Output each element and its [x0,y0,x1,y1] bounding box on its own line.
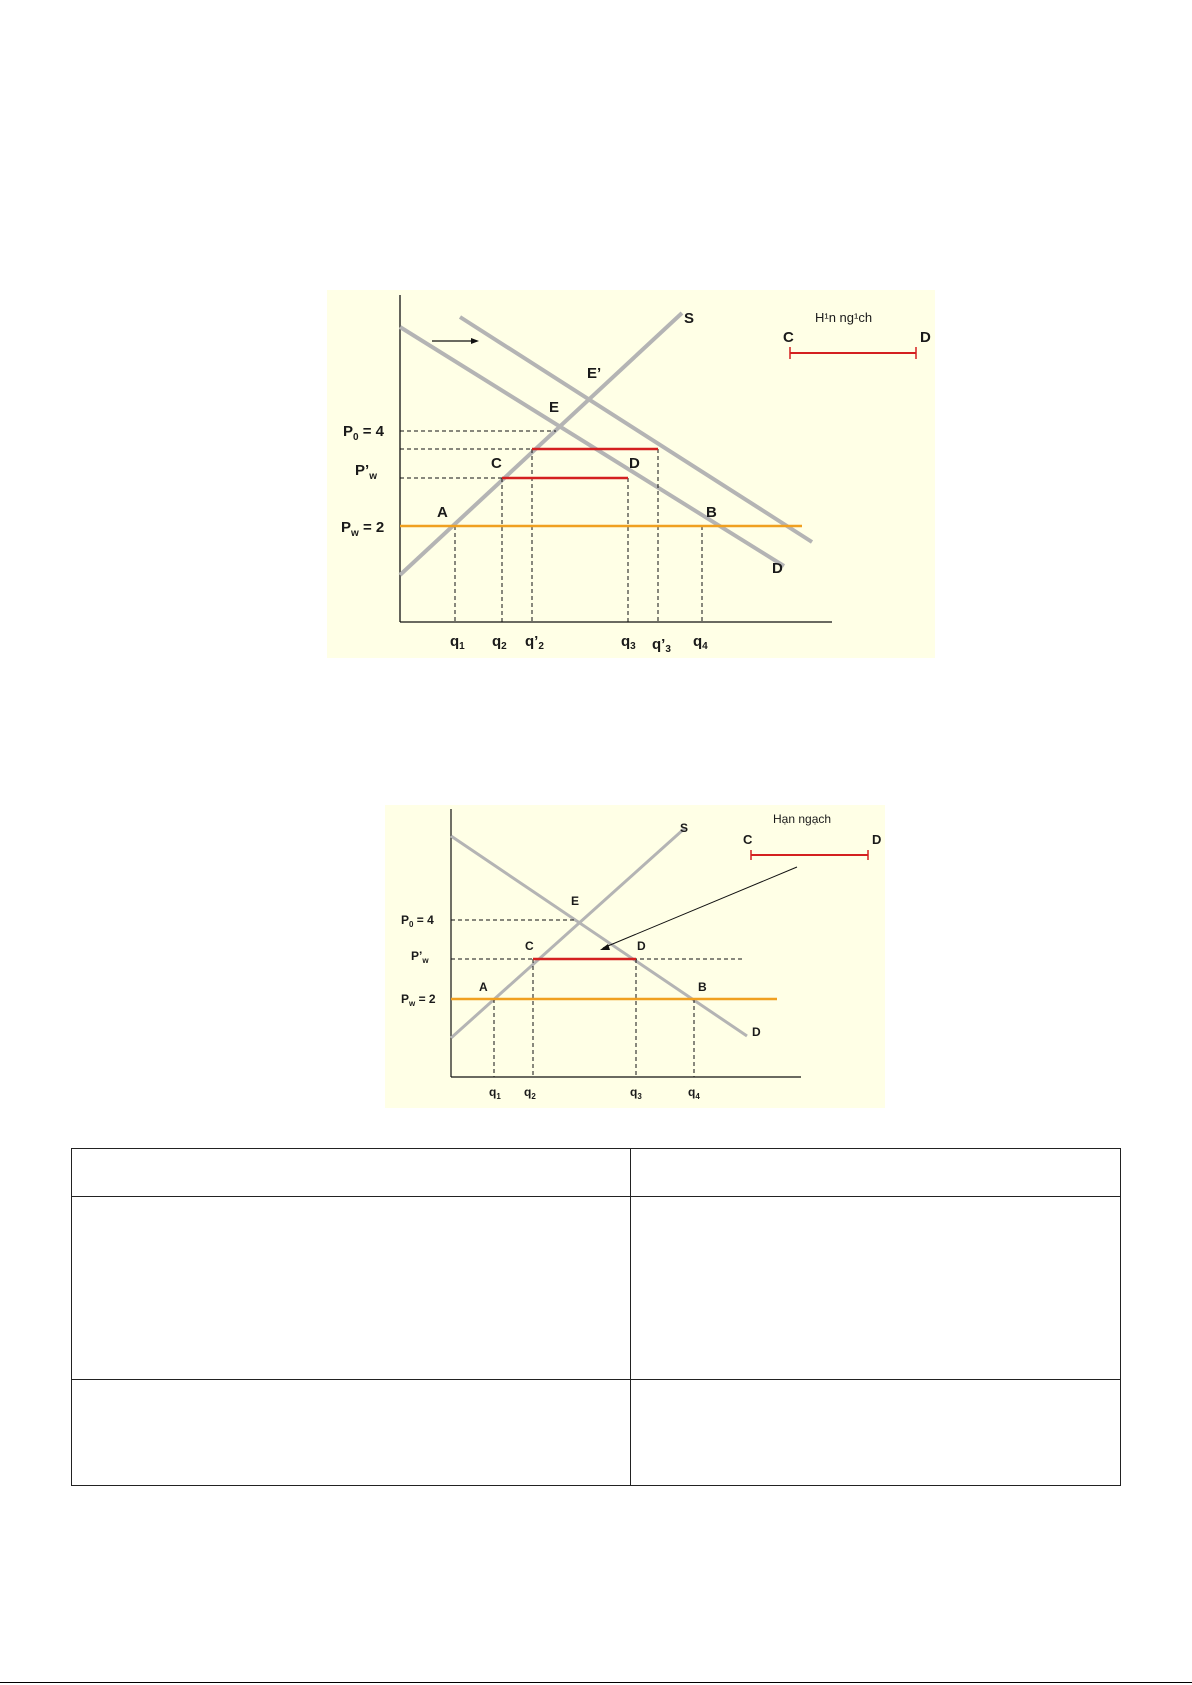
table-cell [631,1149,1121,1197]
point-c: C [491,455,502,472]
shift-arrowhead [471,338,479,344]
table-cell [72,1197,631,1380]
supply-label: S [680,821,689,835]
price-label-pw: $P_w = 2$ [401,992,436,1008]
point-e-prime: E’ [587,365,602,382]
table-cell [631,1380,1121,1486]
price-label-pw: $P_w = 2$ [341,519,385,539]
legend-title: H¹n ng¹ch [815,310,873,325]
table-row [72,1197,1121,1380]
legend-title: Hạn ngạch [773,812,832,826]
quantity-label-q4: $q_4$ [688,1085,700,1101]
table-row [72,1380,1121,1486]
quantity-label-q2: $q_2$ [524,1085,536,1101]
demand-label: D [772,560,783,577]
point-a: A [479,980,488,994]
quantity-label-q3: $q_3$ [621,633,636,652]
table-header-row [72,1149,1121,1197]
quantity-label-q3: $q_3$ [630,1085,642,1101]
demand-curve [400,327,784,566]
point-d: D [637,939,646,953]
legend-label-c: C [783,329,794,346]
quantity-label-q2: $q_2$ [492,633,507,652]
demand-curve [451,836,747,1036]
price-label-p0: $P_0 = 4$ [401,913,434,929]
point-a: A [437,504,448,521]
table-cell [72,1149,631,1197]
chart-2-canvas [385,805,885,1108]
demand-label: D [752,1025,761,1039]
point-b: B [698,980,707,994]
legend-label-c: C [743,832,753,847]
point-e: E [549,399,560,416]
price-label-p0: $P_0 = 4$ [343,423,385,443]
legend-label-d: D [920,329,931,346]
quantity-label-q1: $q_1$ [450,633,465,652]
quota-pointer-arrowhead [600,944,610,950]
tariff-quota-chart-1 [327,290,935,658]
table-cell [631,1197,1121,1380]
tariff-quota-chart-2 [385,805,885,1108]
legend-label-d: D [872,832,882,847]
point-e: E [571,894,580,908]
quantity-label-q3-prime: $q’_3$ [652,636,671,655]
quantity-label-q2-prime: $q’_2$ [525,633,544,652]
demand-curve-shifted [460,317,812,542]
chart-1-canvas [327,290,935,658]
quantity-label-q4: $q_4$ [693,633,708,652]
point-c: C [525,939,534,953]
quota-pointer-arrow [603,867,797,948]
supply-label: S [684,310,695,327]
price-label-pw-prime: $P’_w$ [355,462,377,482]
price-label-pw-prime: $P’_w$ [411,949,429,965]
page-footer-rule [0,1682,1192,1683]
table-cell [72,1380,631,1486]
quantity-label-q1: $q_1$ [489,1085,501,1101]
comparison-table [71,1148,1121,1486]
point-d: D [629,455,640,472]
point-b: B [706,504,717,521]
